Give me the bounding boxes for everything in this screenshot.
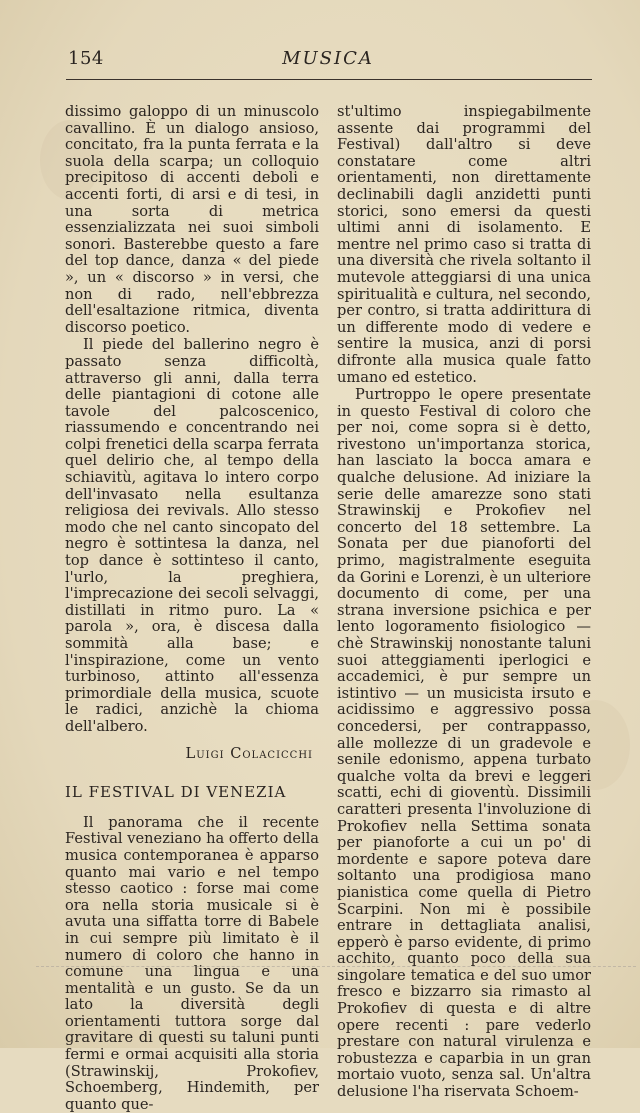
right-column <box>337 104 591 1101</box>
bottom-line <box>36 966 636 967</box>
section-title: IL FESTIVAL DI VENEZIA <box>65 783 287 802</box>
page-header <box>66 48 590 74</box>
right-paragraph-1: st'ultimo inspiegabilmente assente dai programmi del Festival) dall'altro si deve constatare come altri orientamenti, non direttamente declinabili dagli anzidetti punti storici, sono emersi da questi ultimi anni di isolamento. E mentre nel primo caso si tratta di una diversità che rivela soltanto il mutevole atteggiarsi di una unica spiritualità e cultura, nel secondo, per contro, si tratta addirittura di un differente modo di vedere e sentire la musica, anzi di porsi difronte alla musica quale fatto umano ed estetico. <box>337 103 591 386</box>
running-title: MUSICA <box>282 48 374 69</box>
author-signature: Luigi Colacicchi <box>185 744 313 762</box>
left-paragraph-2: Il piede del ballerino negro è passato senza difficoltà, attraverso gli anni, dalla terra delle piantagioni di cotone alle tavole del palcoscenico, riassumendo e concentrando nei colpi frenetici della scarpa ferrata quel delirio che, al tempo della schiavitù, agitava lo intero corpo dell'invasato nella esultanza religiosa dei revivals. Allo stesso modo che nel canto sincopato del negro è sottintesa la danza, nel top dance è sottinteso il canto, l'urlo, la preghiera, l'imprecazione dei secoli selvaggi, distillati in ritmo puro. La « parola », ora, è discesa dalla sommità alla base; e l'inspirazione, come un vento turbinoso, attinto all'essenza primordiale della musica, scuote le radici, anzichè la chioma dell'albero. <box>65 336 319 735</box>
left-column <box>65 104 319 1113</box>
header-rule <box>66 79 592 80</box>
left-paragraph-3: Il panorama che il recente Festival veneziano ha offerto della musica contemporanea è apparso quanto mai vario e nel tempo stesso caotico : forse mai come ora nella storia musicale si è avuta una siffatta torre di Babele in cui sempre più limitato è il numero di coloro che hanno in comune una lingua e una mentalità e un gusto. Se da un lato la diversità degli orientamenti tuttora sorge dal gravitare di questi su taluni punti fermi e ormai acquisiti alla storia (Strawinskij, Prokofiev, Schoemberg, Hindemith, per quanto que- <box>65 813 319 1113</box>
right-paragraph-2: Purtroppo le opere presentate in questo Festival di coloro che per noi, come sopra si è detto, rivestono un'importanza storica, han lasciato la bocca amara e qualche delusione. Ad iniziare la serie delle amarezze sono stati Strawinskij e Prokofiev nel concerto del 18 settembre. La Sonata per due pianoforti del primo, magistralmente eseguita da Gorini e Lorenzi, è un ulteriore documento di come, per una strana inversione psichica e per lento logoramento fisiologico — chè Strawinskij nonostante taluni suoi atteggiamenti iperlogici e accademici, è pur sempre un istintivo — un musicista irsuto e acidissimo e aggressivo possa concedersi, per contrappasso, alle mollezze di un gradevole e senile edonismo, appena turbato qualche volta da brevi e leggeri scatti, echi di gioventù. Dissimili caratteri presenta l'involuzione di Prokofiev nella Settima sonata per pianoforte a cui un po' di mordente e sapore poteva dare soltanto una prodigiosa mano pianistica come quella di Pietro Scarpini. Non mi è possibile entrare in dettagliata analisi, epperò è parso evidente, di primo acchito, quanto poco della sua singolare tematica e del suo umor fresco e bizzarro sia rimasto al Prokofiev di questa e di altre opere recenti : pare vederlo prestare con natural virulenza e robustezza e caparbia in un gran mortaio vuoto, senza sal. Un'altra delusione l'ha riservata Schoem- <box>337 386 591 1101</box>
page-number: 154 <box>68 48 104 69</box>
left-paragraph-1: dissimo galoppo di un minuscolo cavallino. È un dialogo ansioso, concitato, fra la punta ferrata e la suola della scarpa; un colloquio precipitoso di accenti deboli e accenti forti, di arsi e di tesi, in una sorta di metrica essenzializzata nei suoi simboli sonori. Basterebbe questo a fare del top dance, danza « del piede », un « discorso » in versi, che non di rado, nell'ebbrezza dell'esaltazione ritmica, diventa discorso poetico. <box>65 103 319 336</box>
